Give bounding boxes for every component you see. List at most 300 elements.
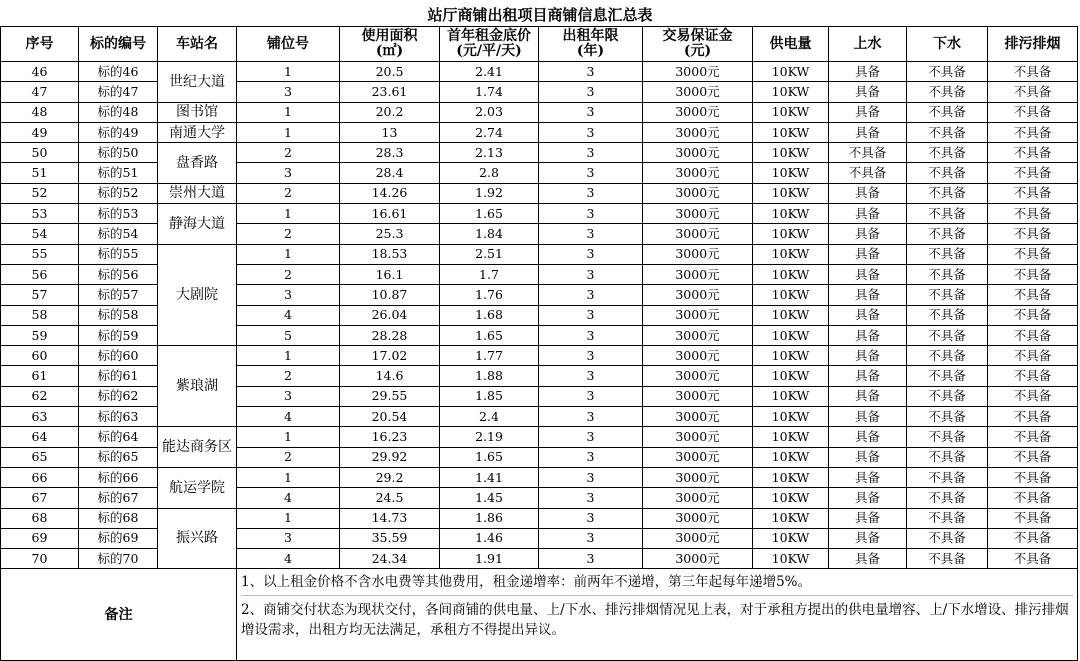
cell-term: 3 [539,122,643,142]
header-water-out: 下水 [907,27,988,62]
cell-lot: 标的56 [79,264,158,284]
cell-deposit: 3000元 [643,285,753,305]
cell-lot: 标的51 [79,163,158,183]
cell-area: 28.3 [340,143,440,163]
cell-deposit: 3000元 [643,427,753,447]
cell-seq: 68 [1,508,79,528]
cell-deposit: 3000元 [643,122,753,142]
cell-deposit: 3000元 [643,488,753,508]
cell-water-out: 不具备 [907,183,988,203]
cell-drainage: 不具备 [988,366,1078,386]
cell-term: 3 [539,224,643,244]
cell-power: 10KW [753,204,829,224]
cell-drainage: 不具备 [988,204,1078,224]
station-cell: 盘香路 [158,143,237,184]
cell-drainage: 不具备 [988,467,1078,487]
cell-berth: 1 [237,427,340,447]
table-row [1,508,1078,528]
cell-berth: 2 [237,224,340,244]
cell-area: 20.54 [340,407,440,427]
cell-rent: 2.8 [440,163,539,183]
cell-power: 10KW [753,427,829,447]
cell-water-out: 不具备 [907,528,988,548]
cell-water-out: 不具备 [907,204,988,224]
cell-area: 25.3 [340,224,440,244]
page-title: 站厅商铺出租项目商铺信息汇总表 [427,6,653,24]
header-water-in: 上水 [829,27,907,62]
cell-power: 10KW [753,224,829,244]
table-header-row [1,27,1078,62]
cell-deposit: 3000元 [643,346,753,366]
cell-rent: 1.45 [440,488,539,508]
cell-seq: 59 [1,325,79,345]
cell-term: 3 [539,447,643,467]
table-row [1,204,1078,224]
cell-area: 16.61 [340,204,440,224]
cell-lot: 标的61 [79,366,158,386]
cell-rent: 1.77 [440,346,539,366]
cell-lot: 标的49 [79,122,158,142]
notes-row [1,569,1078,661]
cell-drainage: 不具备 [988,508,1078,528]
cell-term: 3 [539,143,643,163]
cell-area: 35.59 [340,528,440,548]
cell-drainage: 不具备 [988,82,1078,102]
cell-drainage: 不具备 [988,427,1078,447]
cell-rent: 1.65 [440,447,539,467]
cell-seq: 66 [1,467,79,487]
table-row [1,102,1078,122]
station-cell: 振兴路 [158,508,237,569]
cell-seq: 64 [1,427,79,447]
cell-power: 10KW [753,102,829,122]
cell-water-out: 不具备 [907,82,988,102]
cell-seq: 62 [1,386,79,406]
cell-berth: 2 [237,366,340,386]
cell-deposit: 3000元 [643,447,753,467]
cell-power: 10KW [753,183,829,203]
cell-term: 3 [539,386,643,406]
cell-berth: 2 [237,264,340,284]
header-power: 供电量 [753,27,829,62]
cell-seq: 53 [1,204,79,224]
cell-rent: 1.68 [440,305,539,325]
cell-water-out: 不具备 [907,427,988,447]
cell-lot: 标的50 [79,143,158,163]
header-berth: 铺位号 [237,27,340,62]
cell-water-out: 不具备 [907,508,988,528]
header-drainage: 排污排烟 [988,27,1078,62]
cell-lot: 标的52 [79,183,158,203]
cell-lot: 标的66 [79,467,158,487]
cell-deposit: 3000元 [643,325,753,345]
cell-area: 16.23 [340,427,440,447]
cell-deposit: 3000元 [643,102,753,122]
cell-power: 10KW [753,82,829,102]
cell-drainage: 不具备 [988,488,1078,508]
cell-area: 24.34 [340,549,440,569]
cell-drainage: 不具备 [988,447,1078,467]
cell-power: 10KW [753,407,829,427]
cell-term: 3 [539,528,643,548]
cell-water-in: 具备 [829,82,907,102]
cell-berth: 3 [237,285,340,305]
cell-lot: 标的64 [79,427,158,447]
cell-power: 10KW [753,447,829,467]
cell-seq: 57 [1,285,79,305]
cell-term: 3 [539,427,643,447]
cell-berth: 3 [237,82,340,102]
cell-water-in: 具备 [829,264,907,284]
cell-area: 29.55 [340,386,440,406]
station-cell: 能达商务区 [158,427,237,468]
cell-drainage: 不具备 [988,305,1078,325]
cell-deposit: 3000元 [643,163,753,183]
cell-term: 3 [539,467,643,487]
cell-lot: 标的53 [79,204,158,224]
header-seq: 序号 [1,27,79,62]
cell-lot: 标的59 [79,325,158,345]
cell-seq: 47 [1,82,79,102]
cell-seq: 52 [1,183,79,203]
station-cell: 世纪大道 [158,62,237,103]
cell-area: 28.28 [340,325,440,345]
cell-seq: 55 [1,244,79,264]
cell-seq: 54 [1,224,79,244]
cell-term: 3 [539,407,643,427]
cell-term: 3 [539,325,643,345]
cell-seq: 58 [1,305,79,325]
cell-berth: 1 [237,102,340,122]
cell-water-in: 具备 [829,508,907,528]
cell-deposit: 3000元 [643,62,753,82]
cell-lot: 标的47 [79,82,158,102]
cell-term: 3 [539,163,643,183]
cell-water-in: 具备 [829,467,907,487]
cell-deposit: 3000元 [643,386,753,406]
cell-lot: 标的62 [79,386,158,406]
cell-berth: 4 [237,305,340,325]
cell-rent: 1.65 [440,325,539,345]
cell-drainage: 不具备 [988,183,1078,203]
cell-berth: 4 [237,407,340,427]
cell-power: 10KW [753,346,829,366]
cell-drainage: 不具备 [988,386,1078,406]
cell-lot: 标的70 [79,549,158,569]
cell-water-in: 具备 [829,244,907,264]
cell-seq: 56 [1,264,79,284]
cell-drainage: 不具备 [988,346,1078,366]
table-row [1,467,1078,487]
table-row [1,183,1078,203]
cell-deposit: 3000元 [643,366,753,386]
cell-berth: 3 [237,163,340,183]
cell-rent: 2.41 [440,62,539,82]
cell-berth: 1 [237,508,340,528]
cell-deposit: 3000元 [643,224,753,244]
cell-water-in: 具备 [829,183,907,203]
cell-area: 16.1 [340,264,440,284]
cell-lot: 标的46 [79,62,158,82]
cell-lot: 标的60 [79,346,158,366]
station-cell: 南通大学 [158,122,237,142]
header-deposit: 交易保证金 (元) [643,27,753,62]
cell-deposit: 3000元 [643,244,753,264]
header-rent: 首年租金底价 (元/平/天) [440,27,539,62]
cell-power: 10KW [753,528,829,548]
cell-water-out: 不具备 [907,407,988,427]
cell-term: 3 [539,285,643,305]
cell-rent: 1.85 [440,386,539,406]
cell-deposit: 3000元 [643,508,753,528]
cell-water-in: 具备 [829,102,907,122]
cell-term: 3 [539,488,643,508]
header-area: 使用面积 (㎡) [340,27,440,62]
cell-seq: 63 [1,407,79,427]
cell-area: 14.6 [340,366,440,386]
cell-power: 10KW [753,305,829,325]
table-row [1,62,1078,82]
cell-power: 10KW [753,366,829,386]
cell-rent: 1.91 [440,549,539,569]
table-row [1,427,1078,447]
cell-water-out: 不具备 [907,285,988,305]
cell-area: 29.92 [340,447,440,467]
cell-water-in: 具备 [829,325,907,345]
cell-water-in: 具备 [829,224,907,244]
cell-area: 20.2 [340,102,440,122]
cell-water-in: 具备 [829,386,907,406]
station-cell: 紫琅湖 [158,346,237,427]
cell-area: 10.87 [340,285,440,305]
cell-seq: 48 [1,102,79,122]
cell-area: 13 [340,122,440,142]
cell-seq: 51 [1,163,79,183]
station-cell: 航运学院 [158,467,237,508]
notes-content [237,569,1078,661]
cell-water-out: 不具备 [907,386,988,406]
cell-water-in: 具备 [829,62,907,82]
cell-rent: 1.76 [440,285,539,305]
cell-berth: 1 [237,122,340,142]
cell-rent: 1.84 [440,224,539,244]
cell-rent: 1.7 [440,264,539,284]
cell-berth: 4 [237,549,340,569]
cell-deposit: 3000元 [643,467,753,487]
cell-deposit: 3000元 [643,183,753,203]
cell-lot: 标的65 [79,447,158,467]
cell-power: 10KW [753,122,829,142]
cell-water-out: 不具备 [907,264,988,284]
cell-power: 10KW [753,264,829,284]
cell-area: 17.02 [340,346,440,366]
cell-berth: 4 [237,488,340,508]
cell-seq: 67 [1,488,79,508]
station-cell: 大剧院 [158,244,237,345]
cell-drainage: 不具备 [988,264,1078,284]
cell-water-in: 具备 [829,549,907,569]
cell-lot: 标的48 [79,102,158,122]
cell-water-out: 不具备 [907,244,988,264]
cell-rent: 1.65 [440,204,539,224]
cell-berth: 2 [237,143,340,163]
header-term: 出租年限 (年) [539,27,643,62]
cell-drainage: 不具备 [988,244,1078,264]
cell-area: 23.61 [340,82,440,102]
cell-term: 3 [539,549,643,569]
cell-water-out: 不具备 [907,305,988,325]
cell-rent: 2.4 [440,407,539,427]
cell-power: 10KW [753,508,829,528]
cell-berth: 1 [237,62,340,82]
cell-deposit: 3000元 [643,82,753,102]
cell-water-out: 不具备 [907,488,988,508]
cell-water-in: 具备 [829,346,907,366]
cell-berth: 1 [237,204,340,224]
cell-water-in: 不具备 [829,163,907,183]
cell-drainage: 不具备 [988,143,1078,163]
table-row [1,143,1078,163]
cell-lot: 标的69 [79,528,158,548]
station-cell: 崇州大道 [158,183,237,203]
cell-deposit: 3000元 [643,305,753,325]
cell-berth: 5 [237,325,340,345]
cell-seq: 69 [1,528,79,548]
cell-berth: 1 [237,346,340,366]
cell-water-in: 具备 [829,427,907,447]
cell-seq: 65 [1,447,79,467]
cell-rent: 1.92 [440,183,539,203]
cell-rent: 2.51 [440,244,539,264]
cell-term: 3 [539,82,643,102]
cell-rent: 1.86 [440,508,539,528]
cell-rent: 1.88 [440,366,539,386]
cell-area: 14.73 [340,508,440,528]
table-body [1,62,1078,569]
cell-seq: 49 [1,122,79,142]
cell-drainage: 不具备 [988,102,1078,122]
cell-lot: 标的68 [79,508,158,528]
station-cell: 图书馆 [158,102,237,122]
cell-term: 3 [539,244,643,264]
cell-drainage: 不具备 [988,325,1078,345]
cell-berth: 2 [237,447,340,467]
table-row [1,346,1078,366]
cell-term: 3 [539,264,643,284]
cell-drainage: 不具备 [988,122,1078,142]
cell-water-in: 具备 [829,204,907,224]
cell-water-in: 具备 [829,488,907,508]
cell-berth: 2 [237,183,340,203]
cell-rent: 1.74 [440,82,539,102]
cell-term: 3 [539,183,643,203]
cell-rent: 2.03 [440,102,539,122]
cell-term: 3 [539,204,643,224]
cell-drainage: 不具备 [988,549,1078,569]
cell-water-in: 不具备 [829,143,907,163]
cell-deposit: 3000元 [643,407,753,427]
cell-power: 10KW [753,285,829,305]
cell-deposit: 3000元 [643,264,753,284]
station-cell: 静海大道 [158,204,237,245]
cell-water-out: 不具备 [907,122,988,142]
note-2: 2、商铺交付状态为现状交付，各间商铺的供电量、上/下水、排污排烟情况见上表，对于承租方提出的供电量增容、上/下水增设、排污排烟增设需求，出租方均无法满足，承租方不得提出异议。 [241,602,1069,639]
cell-power: 10KW [753,143,829,163]
cell-berth: 1 [237,467,340,487]
table-row [1,122,1078,142]
cell-term: 3 [539,366,643,386]
cell-lot: 标的57 [79,285,158,305]
cell-term: 3 [539,102,643,122]
cell-rent: 2.19 [440,427,539,447]
cell-area: 24.5 [340,488,440,508]
cell-drainage: 不具备 [988,285,1078,305]
cell-area: 26.04 [340,305,440,325]
cell-term: 3 [539,508,643,528]
cell-drainage: 不具备 [988,224,1078,244]
cell-deposit: 3000元 [643,143,753,163]
cell-berth: 3 [237,528,340,548]
cell-deposit: 3000元 [643,528,753,548]
cell-lot: 标的63 [79,407,158,427]
cell-seq: 46 [1,62,79,82]
cell-power: 10KW [753,488,829,508]
cell-area: 18.53 [340,244,440,264]
cell-water-in: 具备 [829,447,907,467]
cell-power: 10KW [753,467,829,487]
cell-seq: 70 [1,549,79,569]
cell-water-in: 具备 [829,122,907,142]
cell-water-in: 具备 [829,366,907,386]
cell-berth: 1 [237,244,340,264]
cell-lot: 标的55 [79,244,158,264]
cell-seq: 61 [1,366,79,386]
cell-water-out: 不具备 [907,325,988,345]
cell-drainage: 不具备 [988,528,1078,548]
cell-rent: 1.41 [440,467,539,487]
cell-water-in: 具备 [829,305,907,325]
cell-drainage: 不具备 [988,163,1078,183]
cell-power: 10KW [753,549,829,569]
notes-label: 备注 [1,569,237,661]
cell-water-in: 具备 [829,528,907,548]
cell-water-out: 不具备 [907,366,988,386]
cell-area: 20.5 [340,62,440,82]
cell-deposit: 3000元 [643,549,753,569]
cell-water-in: 具备 [829,285,907,305]
cell-berth: 3 [237,386,340,406]
cell-area: 14.26 [340,183,440,203]
cell-rent: 1.46 [440,528,539,548]
cell-water-out: 不具备 [907,102,988,122]
cell-drainage: 不具备 [988,407,1078,427]
cell-power: 10KW [753,244,829,264]
table-row [1,244,1078,264]
cell-seq: 50 [1,143,79,163]
shop-info-table [0,26,1078,661]
cell-power: 10KW [753,325,829,345]
cell-power: 10KW [753,163,829,183]
cell-term: 3 [539,346,643,366]
cell-water-out: 不具备 [907,163,988,183]
cell-water-out: 不具备 [907,143,988,163]
cell-water-in: 具备 [829,407,907,427]
cell-water-out: 不具备 [907,224,988,244]
cell-area: 29.2 [340,467,440,487]
cell-lot: 标的67 [79,488,158,508]
cell-rent: 2.13 [440,143,539,163]
cell-water-out: 不具备 [907,62,988,82]
